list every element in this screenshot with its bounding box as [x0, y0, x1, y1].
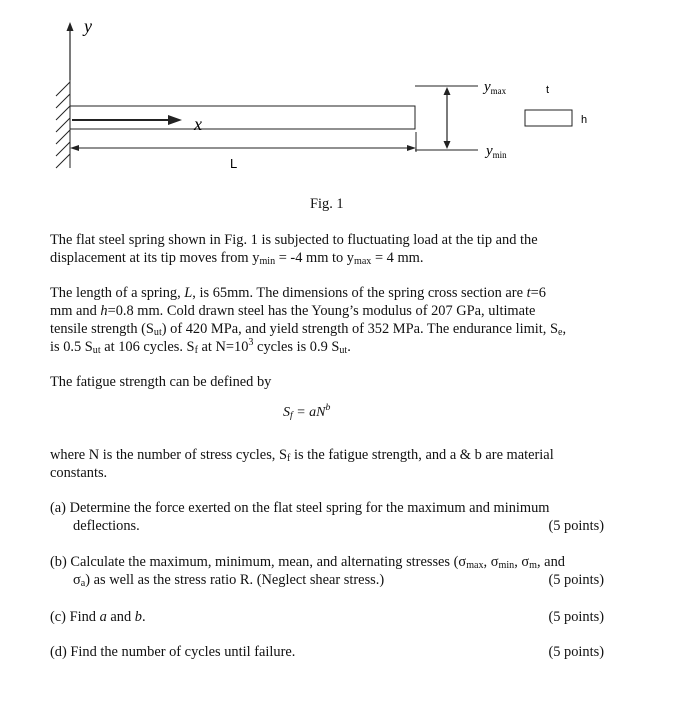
cross-section	[525, 110, 572, 126]
question-a-line1: (a) Determine the force exerted on the flat steel spring for the maximum and minimum	[50, 500, 550, 516]
question-c-text: (c) Find a and b.	[50, 609, 146, 625]
thickness-width-label: t	[546, 84, 550, 96]
height-label: h	[581, 114, 588, 126]
x-axis-label: x	[194, 114, 202, 134]
ymin-label: $y_{min}$	[486, 143, 507, 160]
para3-text: The fatigue strength can be defined by	[50, 374, 272, 390]
question-c-points: (5 points)	[548, 609, 604, 625]
question-d-points: (5 points)	[548, 644, 604, 660]
spring-diagram	[0, 0, 694, 215]
length-label: L	[230, 156, 238, 171]
para2-line2: mm and h=0.8 mm. Cold drawn steel has the Young’s modulus of 207 GPa, ultimate	[50, 303, 536, 319]
question-d-text: (d) Find the number of cycles until failure.	[50, 644, 296, 660]
para4-line1: where N is the number of stress cycles, $S_f$ is the fatigue strength, and a & b are material	[50, 447, 554, 464]
ymax-label: $y_{max}$	[484, 79, 507, 96]
y-axis-arrowhead	[67, 22, 74, 31]
fatigue-formula: $S_f = aN^b$	[283, 402, 331, 421]
question-b-points: (5 points)	[548, 572, 604, 588]
para1-line2: displacement at its tip moves from $y_{min} = -4$ mm to $y_{max} = 4$ mm.	[50, 250, 424, 267]
figure-caption: Fig. 1	[310, 196, 344, 212]
question-a-points: (5 points)	[548, 518, 604, 534]
question-b-line1: (b) Calculate the maximum, minimum, mean, and alternating stresses ($\sigma_{max}$, $\sigma_{min}$, $\sigma_m$, and	[50, 554, 565, 571]
fixed-wall	[56, 80, 70, 168]
para4-line2: constants.	[50, 465, 108, 481]
question-b-line2: $\sigma_a$) as well as the stress ratio R. (Neglect shear stress.)	[73, 572, 385, 589]
para2-line4: is 0.5 $S_{ut}$ at 106 cycles. $S_f$ at $N=10^3$ cycles is 0.9 $S_{ut}$.	[50, 337, 351, 356]
y-axis-label: y	[84, 16, 92, 36]
para2-line1: The length of a spring, L, is 65mm. The dimensions of the spring cross section are t=6	[50, 285, 546, 301]
spring-beam	[70, 106, 415, 129]
para2-line3: tensile strength $(S_{ut})$ of 420 MPa, and yield strength of 352 MPa. The endurance limit, $S_e$,	[50, 321, 567, 338]
question-a-line2: deflections.	[73, 518, 140, 534]
para1-line1: The flat steel spring shown in Fig. 1 is subjected to fluctuating load at the tip and the	[50, 232, 538, 248]
